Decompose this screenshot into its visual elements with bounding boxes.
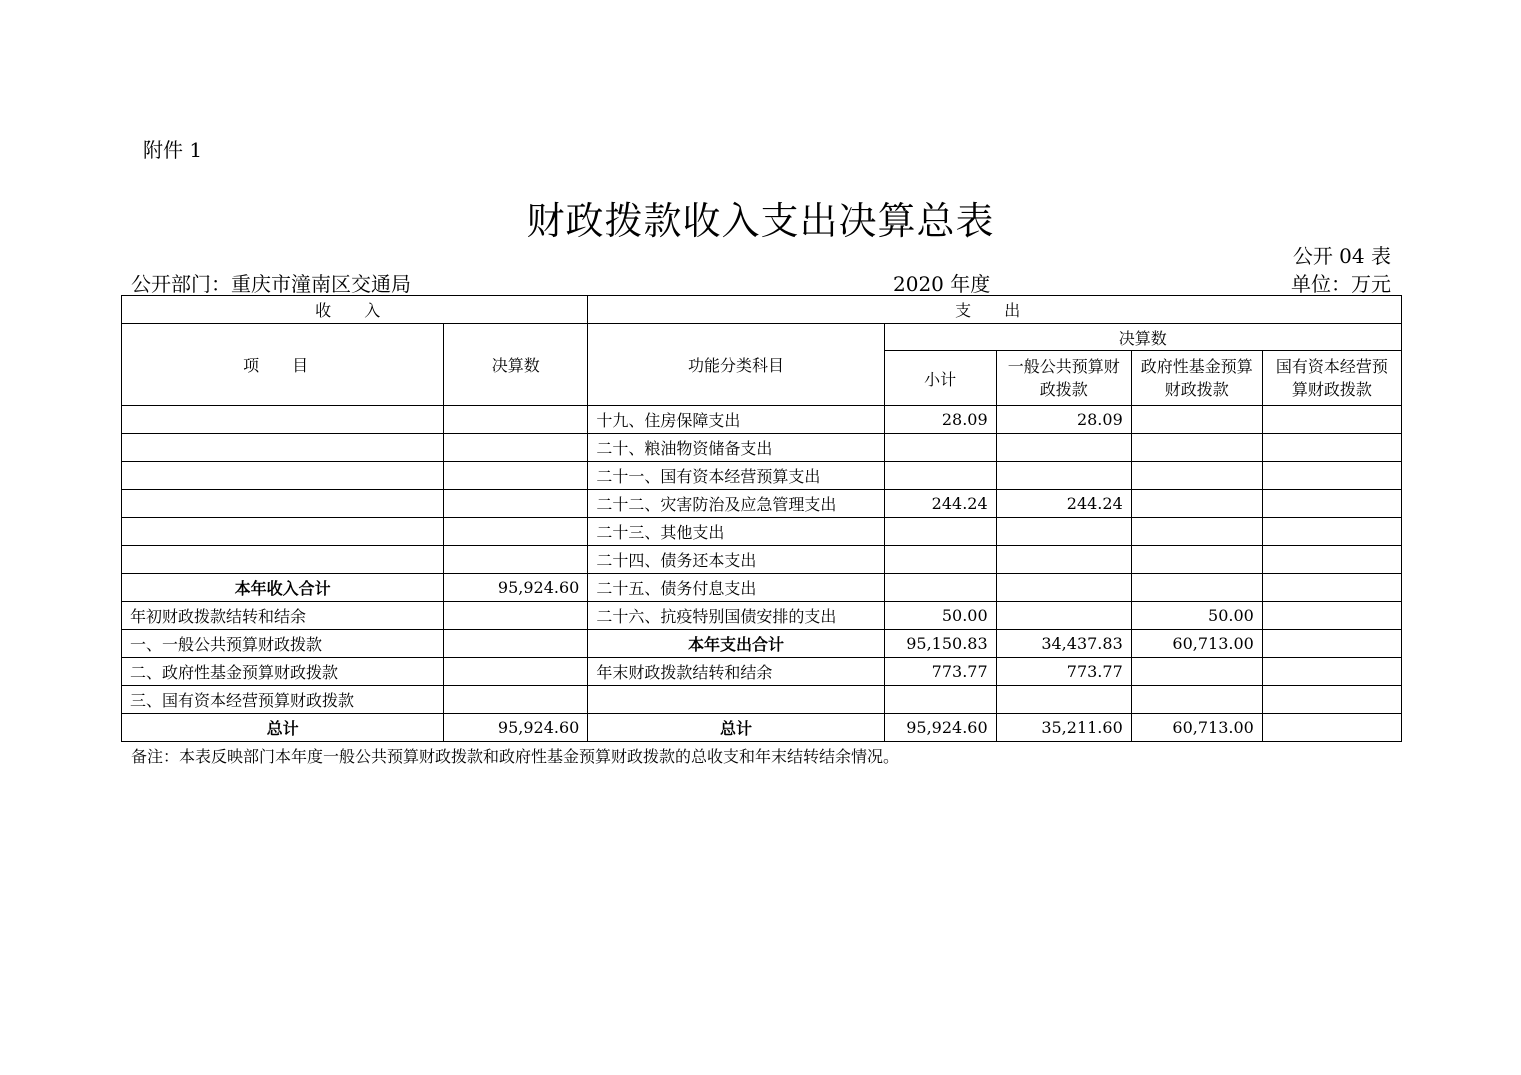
table-row	[122, 658, 1402, 686]
table-row	[122, 602, 1402, 630]
row-item-cell	[122, 518, 444, 546]
row-item-cell: 总计	[122, 714, 444, 742]
row-capital-cell	[1262, 546, 1401, 574]
table-row	[122, 462, 1402, 490]
row-item-cell	[122, 490, 444, 518]
row-subtotal-cell	[884, 518, 996, 546]
row-income-amount-cell: 95,924.60	[444, 574, 588, 602]
table-row	[122, 406, 1402, 434]
row-func-cell: 二十、粮油物资储备支出	[588, 434, 884, 462]
row-fund-cell: 60,713.00	[1131, 714, 1262, 742]
row-subtotal-cell	[884, 462, 996, 490]
row-general-cell: 28.09	[996, 406, 1131, 434]
row-capital-cell	[1262, 714, 1401, 742]
year-label: 2020 年度	[893, 272, 991, 296]
table-row	[122, 490, 1402, 518]
row-subtotal-cell: 28.09	[884, 406, 996, 434]
row-func-cell: 二十六、抗疫特别国债安排的支出	[588, 602, 884, 630]
department-label: 公开部门：重庆市潼南区交通局	[131, 272, 411, 296]
row-general-cell	[996, 602, 1131, 630]
row-item-cell: 二、政府性基金预算财政拨款	[122, 658, 444, 686]
row-subtotal-cell: 50.00	[884, 602, 996, 630]
row-subtotal-cell	[884, 546, 996, 574]
row-general-cell	[996, 518, 1131, 546]
row-item-cell: 三、国有资本经营预算财政拨款	[122, 686, 444, 714]
general-public-header: 一般公共预算财政拨款	[996, 351, 1131, 406]
table-row	[122, 518, 1402, 546]
table-row	[122, 630, 1402, 658]
row-capital-cell	[1262, 630, 1401, 658]
row-item-cell: 本年收入合计	[122, 574, 444, 602]
row-subtotal-cell: 95,150.83	[884, 630, 996, 658]
func-class-header: 功能分类科目	[588, 324, 884, 406]
row-fund-cell	[1131, 490, 1262, 518]
row-item-cell	[122, 434, 444, 462]
row-fund-cell	[1131, 434, 1262, 462]
subtotal-header: 小计	[884, 351, 996, 406]
row-fund-cell: 50.00	[1131, 602, 1262, 630]
row-income-amount-cell	[444, 546, 588, 574]
row-capital-cell	[1262, 602, 1401, 630]
item-header: 项 目	[122, 324, 444, 406]
row-capital-cell	[1262, 406, 1401, 434]
expense-header: 支 出	[588, 296, 1402, 324]
row-general-cell: 35,211.60	[996, 714, 1131, 742]
page-title: 财政拨款收入支出决算总表	[526, 199, 995, 243]
row-func-cell	[588, 686, 884, 714]
row-income-amount-cell	[444, 406, 588, 434]
row-func-cell: 本年支出合计	[588, 630, 884, 658]
income-header: 收 入	[122, 296, 588, 324]
row-income-amount-cell	[444, 686, 588, 714]
row-income-amount-cell	[444, 518, 588, 546]
row-capital-cell	[1262, 434, 1401, 462]
row-func-cell: 总计	[588, 714, 884, 742]
row-fund-cell	[1131, 462, 1262, 490]
row-item-cell	[122, 406, 444, 434]
unit-label: 单位：万元	[1291, 272, 1391, 296]
row-general-cell: 244.24	[996, 490, 1131, 518]
row-income-amount-cell	[444, 602, 588, 630]
row-subtotal-cell	[884, 686, 996, 714]
amount-group-header: 决算数	[884, 324, 1401, 351]
table-row	[122, 434, 1402, 462]
row-fund-cell	[1131, 658, 1262, 686]
row-capital-cell	[1262, 462, 1401, 490]
row-func-cell: 十九、住房保障支出	[588, 406, 884, 434]
row-income-amount-cell	[444, 658, 588, 686]
table-code: 公开 04 表	[1292, 244, 1391, 268]
row-item-cell	[122, 546, 444, 574]
row-subtotal-cell	[884, 434, 996, 462]
budget-table	[121, 295, 1402, 742]
row-fund-cell	[1131, 574, 1262, 602]
gov-fund-header: 政府性基金预算财政拨款	[1131, 351, 1262, 406]
table-row	[122, 546, 1402, 574]
row-general-cell	[996, 546, 1131, 574]
row-subtotal-cell: 95,924.60	[884, 714, 996, 742]
row-income-amount-cell: 95,924.60	[444, 714, 588, 742]
row-func-cell: 二十二、灾害防治及应急管理支出	[588, 490, 884, 518]
row-income-amount-cell	[444, 462, 588, 490]
table-row	[122, 686, 1402, 714]
row-item-cell	[122, 462, 444, 490]
row-capital-cell	[1262, 490, 1401, 518]
footnote: 备注：本表反映部门本年度一般公共预算财政拨款和政府性基金预算财政拨款的总收支和年末结转结余情况。	[131, 747, 900, 766]
row-fund-cell	[1131, 406, 1262, 434]
row-func-cell: 二十五、债务付息支出	[588, 574, 884, 602]
row-func-cell: 二十三、其他支出	[588, 518, 884, 546]
row-fund-cell	[1131, 546, 1262, 574]
row-fund-cell: 60,713.00	[1131, 630, 1262, 658]
attachment-label: 附件 1	[143, 138, 203, 162]
row-capital-cell	[1262, 686, 1401, 714]
income-amount-header: 决算数	[444, 324, 588, 406]
row-fund-cell	[1131, 686, 1262, 714]
row-capital-cell	[1262, 518, 1401, 546]
row-capital-cell	[1262, 658, 1401, 686]
row-general-cell: 773.77	[996, 658, 1131, 686]
row-func-cell: 二十一、国有资本经营预算支出	[588, 462, 884, 490]
table-row	[122, 574, 1402, 602]
row-general-cell	[996, 574, 1131, 602]
row-income-amount-cell	[444, 434, 588, 462]
row-subtotal-cell	[884, 574, 996, 602]
row-func-cell: 年末财政拨款结转和结余	[588, 658, 884, 686]
row-income-amount-cell	[444, 630, 588, 658]
row-item-cell: 年初财政拨款结转和结余	[122, 602, 444, 630]
row-item-cell: 一、一般公共预算财政拨款	[122, 630, 444, 658]
row-func-cell: 二十四、债务还本支出	[588, 546, 884, 574]
row-subtotal-cell: 244.24	[884, 490, 996, 518]
row-subtotal-cell: 773.77	[884, 658, 996, 686]
row-general-cell	[996, 686, 1131, 714]
state-capital-header: 国有资本经营预算财政拨款	[1262, 351, 1401, 406]
row-general-cell	[996, 434, 1131, 462]
row-general-cell	[996, 462, 1131, 490]
table-row	[122, 714, 1402, 742]
row-capital-cell	[1262, 574, 1401, 602]
row-fund-cell	[1131, 518, 1262, 546]
row-general-cell: 34,437.83	[996, 630, 1131, 658]
row-income-amount-cell	[444, 490, 588, 518]
